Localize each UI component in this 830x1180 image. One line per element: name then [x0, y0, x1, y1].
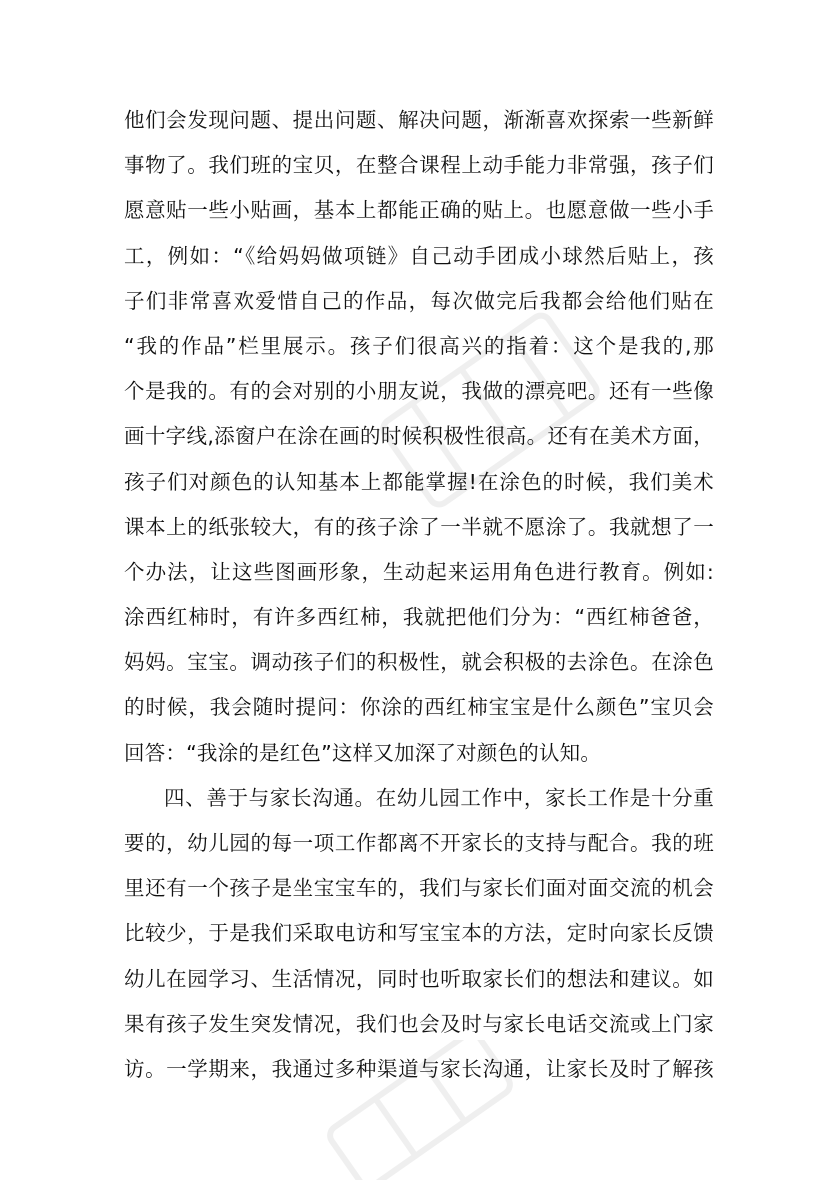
text-line: 访。一学期来，我通过多种渠道与家长沟通，让家长及时了解孩 — [124, 1056, 714, 1081]
text-line: 画十字线,添窗户在涂在画的时候积极性很高。还有在美术方面， — [124, 424, 714, 449]
text-line: “我的作品”栏里展示。孩子们很高兴的指着：这个是我的,那 — [124, 333, 714, 358]
text-line-paragraph-start: 四、善于与家长沟通。在幼儿园工作中，家长工作是十分重 — [164, 785, 714, 810]
text-line: 幼儿在园学习、生活情况，同时也听取家长们的想法和建议。如 — [124, 966, 714, 991]
text-line: 子们非常喜欢爱惜自己的作品，每次做完后我都会给他们贴在 — [124, 288, 714, 313]
text-line: 个是我的。有的会对别的小朋友说，我做的漂亮吧。还有一些像 — [124, 379, 714, 404]
text-line: 果有孩子发生突发情况，我们也会及时与家长电话交流或上门家 — [124, 1011, 714, 1036]
text-line: 里还有一个孩子是坐宝宝车的，我们与家长们面对面交流的机会 — [124, 876, 714, 901]
text-line: 事物了。我们班的宝贝，在整合课程上动手能力非常强，孩子们 — [124, 153, 714, 178]
text-line: 回答：“我涂的是红色”这样又加深了对颜色的认知。 — [124, 740, 602, 765]
text-line: 涂西红柿时，有许多西红柿，我就把他们分为：“西红柿爸爸， — [124, 605, 714, 630]
text-line: 课本上的纸张较大，有的孩子涂了一半就不愿涂了。我就想了一 — [124, 514, 714, 539]
text-line: 比较少，于是我们采取电访和写宝宝本的方法，定时向家长反馈 — [124, 921, 714, 946]
text-line: 个办法，让这些图画形象，生动起来运用角色进行教育。例如: — [124, 559, 714, 584]
text-line: 孩子们对颜色的认知基本上都能掌握!在涂色的时候，我们美术 — [124, 469, 714, 494]
text-line: 愿意贴一些小贴画，基本上都能正确的贴上。也愿意做一些小手 — [124, 198, 714, 223]
text-line: 妈妈。宝宝。调动孩子们的积极性，就会积极的去涂色。在涂色 — [124, 650, 714, 675]
text-line: 的时候，我会随时提问：你涂的西红柿宝宝是什么颜色”宝贝会 — [124, 695, 714, 720]
text-line: 要的，幼儿园的每一项工作都离不开家长的支持与配合。我的班 — [124, 831, 714, 855]
text-line: 工，例如：“《给妈妈做项链》自己动手团成小球然后贴上，孩 — [124, 243, 714, 268]
text-line: 他们会发现问题、提出问题、解决问题，渐渐喜欢探索一些新鲜 — [124, 108, 714, 132]
body-text — [124, 98, 714, 1092]
